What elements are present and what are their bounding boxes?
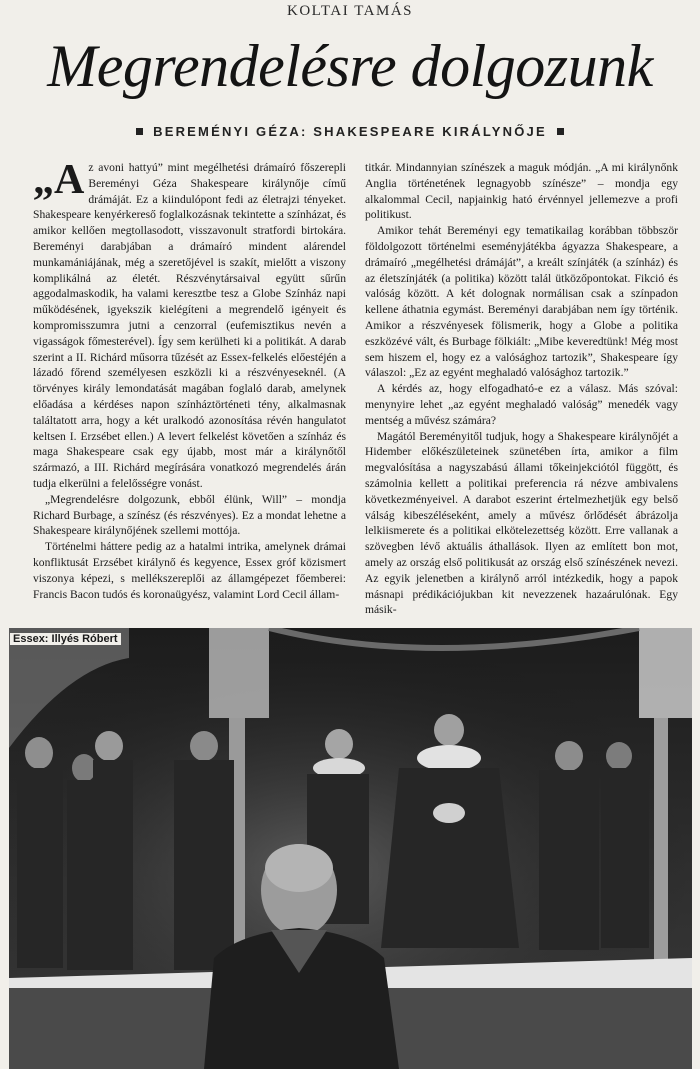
article-column-right	[365, 160, 678, 660]
paragraph: A kérdés az, hogy elfogadható-e ez a válasz. Más szóval: menynyire lehet „az egyént meghaladó valóság” menedék vagy mentség a művész számára?	[365, 382, 678, 427]
paragraph	[33, 160, 346, 492]
author-name: KOLTAI TAMÁS	[286, 3, 414, 19]
article-subtitle	[0, 124, 700, 139]
stage-photo	[9, 628, 692, 1069]
paragraph: Történelmi háttere pedig az a hatalmi intrika, amelynek drámai konfliktusát Erzsébet királynő és kegyence, Essex gróf közismert viszonya képezi, s mellékszereplői az államgépezet főemberei: Francis Bacon tudós és koronaügyész, valamint Lord Cecil állam-	[33, 540, 346, 601]
photo-caption: Essex: Illyés Róbert	[10, 633, 121, 645]
paragraph: Magától Bereményitől tudjuk, hogy a Shakespeare királynőjét a Hidember előkészületeinek szünetében írta, amikor a film megvalósítása a nagyszabású állami tőkeinjekciótól függött, és számolnia kellett a politikai preferencia rá nézve ambivalens következményeivel. A darabot eszerint értelmezhetjük egy belső válság kibeszéléseként, amely a művész őrlődését ábrázolja lelkiismerete és a politikai elkötelezettség között. Erre vallanak a szövegben lévő aktuális áthallások. Ilyen az említett bon mot, amely az ország első politikusát az ország első színészének nevezi. Az egyik jelenetben a királynő arról intézkedik, hogy a papok másnapi prédikációjukban kit nevezzenek hazaárulónak. Egy másik-	[365, 429, 678, 617]
drop-quote: „A	[33, 160, 85, 203]
article-column-left	[33, 160, 346, 660]
paragraph-text: z avoni hattyú” mint megélhetési drámaíró főszerepli Bereményi Géza Shakespeare királynője című drámáját. Ez a kiindulópont fedi az életrajzi tényeket. Shakespeare kenyérkereső foglalkozásnak tekintette a színházat, és amikor kellően megtollasodott, visszavonult stratfordi birtokára. Bereményi darabjában a drámaíró mindent alárendel munkamániájának, még a szeretőjével is szakít, mielőtt a viszony komplikálná az életét. Részvénytársaival együtt sűrűn aggodalmaskodik, ha valami keresztbe tesz a Globe Színház napi működésének, igyekszik kielégíteni a megrendelő igényeit és kompromisszumra jutni a cenzorral (eufemisztikus nevén a vigasságok főmesterével). Így sem kerülheti ki a politikát. A darab szerint a II. Richárd műsorra tűzését az Essex-felkelés előestéjén a lázadó főrend személyesen eszközli ki a részvényeseknél. (A törvényes király lemondatását magában foglaló darab, amelynek előadása a kérdéses napon színháztörténeti tény, alkalmasnak találtatott arra, hogy a két uralkodó azonosítása révén hangulatot keltsen I. Erzsébet ellen.) A levert felkelést követően a színház és maga Shakespeare csak egy újabb, most már a királynőtől származó, a III. Richárd megírására vonatkozó megrendelés árán tudja elkerülni a felelősségre vonást.	[33, 161, 346, 490]
square-bullet-icon	[557, 128, 564, 135]
paragraph: Amikor tehát Bereményi egy tematikailag korábban többször földolgozott történelmi eseményjátékba ágyazza Shakespeare, a drámaíró „megélhetési drámáját”, a kreált színjáték (a színház) és az életszínjáték (a politika) között talál ütközőpontokat. Fikció és valóság között. A két dolognak normálisan csak a színpadon kellene áthatnia egymást. Bereményi darabjában nem így történik. Amikor a részvényesek fölismerik, hogy a Globe a politika eszközévé vált, és Burbage fölkiált: „Mibe keveredtünk! Még most sem hiszem el, hogy ez a valósághoz tartozik”, Shakespeare így válaszol: „Ez az egyént meghaladó valósághoz tartozik.”	[365, 224, 678, 380]
article-title: Megrendelésre dolgozunk	[47, 33, 653, 99]
square-bullet-icon	[136, 128, 143, 135]
paragraph: „Megrendelésre dolgozunk, ebből élünk, Will” – mondja Richard Burbage, a színész (és részvényes). Ez a mondat lehetne a Shakespeare királynőjének szellemi mottója.	[33, 492, 346, 538]
subtitle-text: BEREMÉNYI GÉZA: SHAKESPEARE KIRÁLYNŐJE	[153, 124, 547, 139]
stage-photo-icon	[9, 628, 692, 1069]
paragraph: titkár. Mindannyian színészek a maguk módján. „A mi királynőnk Anglia történetének legnagyobb színésze” – mondja egy alkalommal Cecil, napjainkig ható érvénnyel jellemezve a profi politikust.	[365, 161, 678, 222]
